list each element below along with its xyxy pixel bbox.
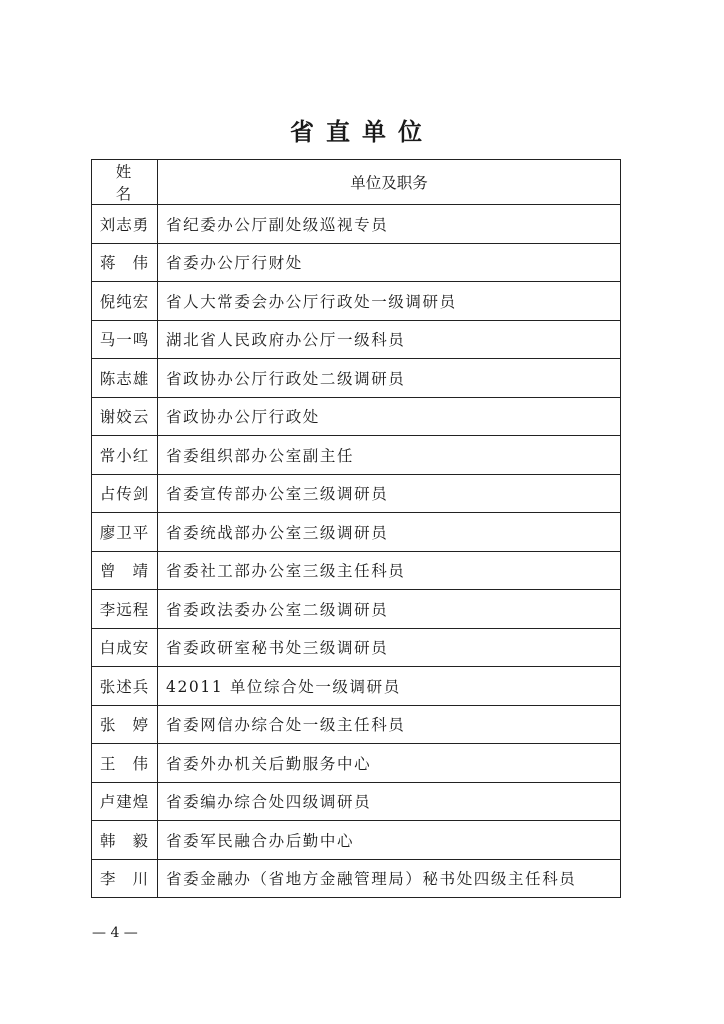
unit-position: 省政协办公厅行政处 — [158, 397, 621, 436]
unit-position: 省人大常委会办公厅行政处一级调研员 — [158, 282, 621, 321]
table-row — [92, 359, 621, 398]
unit-position: 湖北省人民政府办公厅一级科员 — [158, 320, 621, 359]
table-body — [92, 205, 621, 898]
person-name-spread — [92, 829, 157, 851]
name-char: 靖 — [132, 562, 149, 581]
person-name: 倪纯宏 — [92, 282, 158, 321]
person-name — [92, 859, 158, 898]
table-row — [92, 397, 621, 436]
name-char: 毅 — [132, 831, 149, 850]
person-name-spread — [92, 752, 157, 774]
name-char: 曾 — [100, 562, 117, 581]
person-name: 占传剑 — [92, 474, 158, 513]
name-char: 韩 — [100, 831, 117, 850]
unit-position: 省委统战部办公室三级调研员 — [158, 513, 621, 552]
table-row — [92, 513, 621, 552]
table-row — [92, 782, 621, 821]
person-name — [92, 705, 158, 744]
table-header-row — [92, 160, 621, 205]
header-unit: 单位及职务 — [158, 160, 621, 205]
unit-position: 省纪委办公厅副处级巡视专员 — [158, 205, 621, 244]
name-char: 李 — [100, 870, 117, 889]
person-name-spread — [92, 867, 157, 889]
person-name — [92, 744, 158, 783]
table-row — [92, 667, 621, 706]
unit-position: 42011 单位综合处一级调研员 — [158, 667, 621, 706]
person-name-spread — [92, 713, 157, 735]
page-title: 省直单位 — [290, 118, 434, 146]
personnel-table — [91, 159, 621, 898]
unit-position: 省委社工部办公室三级主任科员 — [158, 551, 621, 590]
unit-position: 省委办公厅行财处 — [158, 243, 621, 282]
name-char: 婷 — [132, 716, 149, 735]
person-name: 谢姣云 — [92, 397, 158, 436]
person-name: 白成安 — [92, 628, 158, 667]
unit-position: 省委政研室秘书处三级调研员 — [158, 628, 621, 667]
table-row — [92, 320, 621, 359]
name-char: 伟 — [132, 254, 149, 273]
person-name: 刘志勇 — [92, 205, 158, 244]
person-name — [92, 243, 158, 282]
name-char: 王 — [100, 754, 117, 773]
person-name: 卢建煌 — [92, 782, 158, 821]
unit-position: 省政协办公厅行政处二级调研员 — [158, 359, 621, 398]
table-row — [92, 590, 621, 629]
unit-position: 省委政法委办公室二级调研员 — [158, 590, 621, 629]
person-name: 马一鸣 — [92, 320, 158, 359]
unit-position: 省委金融办（省地方金融管理局）秘书处四级主任科员 — [158, 859, 621, 898]
table-row — [92, 551, 621, 590]
person-name: 陈志雄 — [92, 359, 158, 398]
person-name: 张述兵 — [92, 667, 158, 706]
person-name — [92, 551, 158, 590]
name-char: 伟 — [132, 754, 149, 773]
table-row — [92, 821, 621, 860]
person-name-spread — [92, 251, 157, 273]
unit-position: 省委组织部办公室副主任 — [158, 436, 621, 475]
person-name — [92, 821, 158, 860]
person-name: 常小红 — [92, 436, 158, 475]
table-row — [92, 705, 621, 744]
table-row — [92, 436, 621, 475]
unit-position: 省委网信办综合处一级主任科员 — [158, 705, 621, 744]
page-number: — 4 — — [92, 925, 138, 941]
name-char: 蒋 — [100, 254, 117, 273]
name-char: 川 — [132, 870, 149, 889]
unit-position: 省委宣传部办公室三级调研员 — [158, 474, 621, 513]
unit-position: 省委军民融合办后勤中心 — [158, 821, 621, 860]
person-name: 李远程 — [92, 590, 158, 629]
person-name-spread — [92, 559, 157, 581]
table-row — [92, 205, 621, 244]
person-name: 廖卫平 — [92, 513, 158, 552]
table-row — [92, 744, 621, 783]
table-row — [92, 474, 621, 513]
table-row — [92, 628, 621, 667]
header-name: 姓名 — [92, 160, 158, 205]
table-row — [92, 282, 621, 321]
table-row — [92, 859, 621, 898]
name-char: 张 — [100, 716, 117, 735]
table-row — [92, 243, 621, 282]
unit-position: 省委编办综合处四级调研员 — [158, 782, 621, 821]
unit-position: 省委外办机关后勤服务中心 — [158, 744, 621, 783]
